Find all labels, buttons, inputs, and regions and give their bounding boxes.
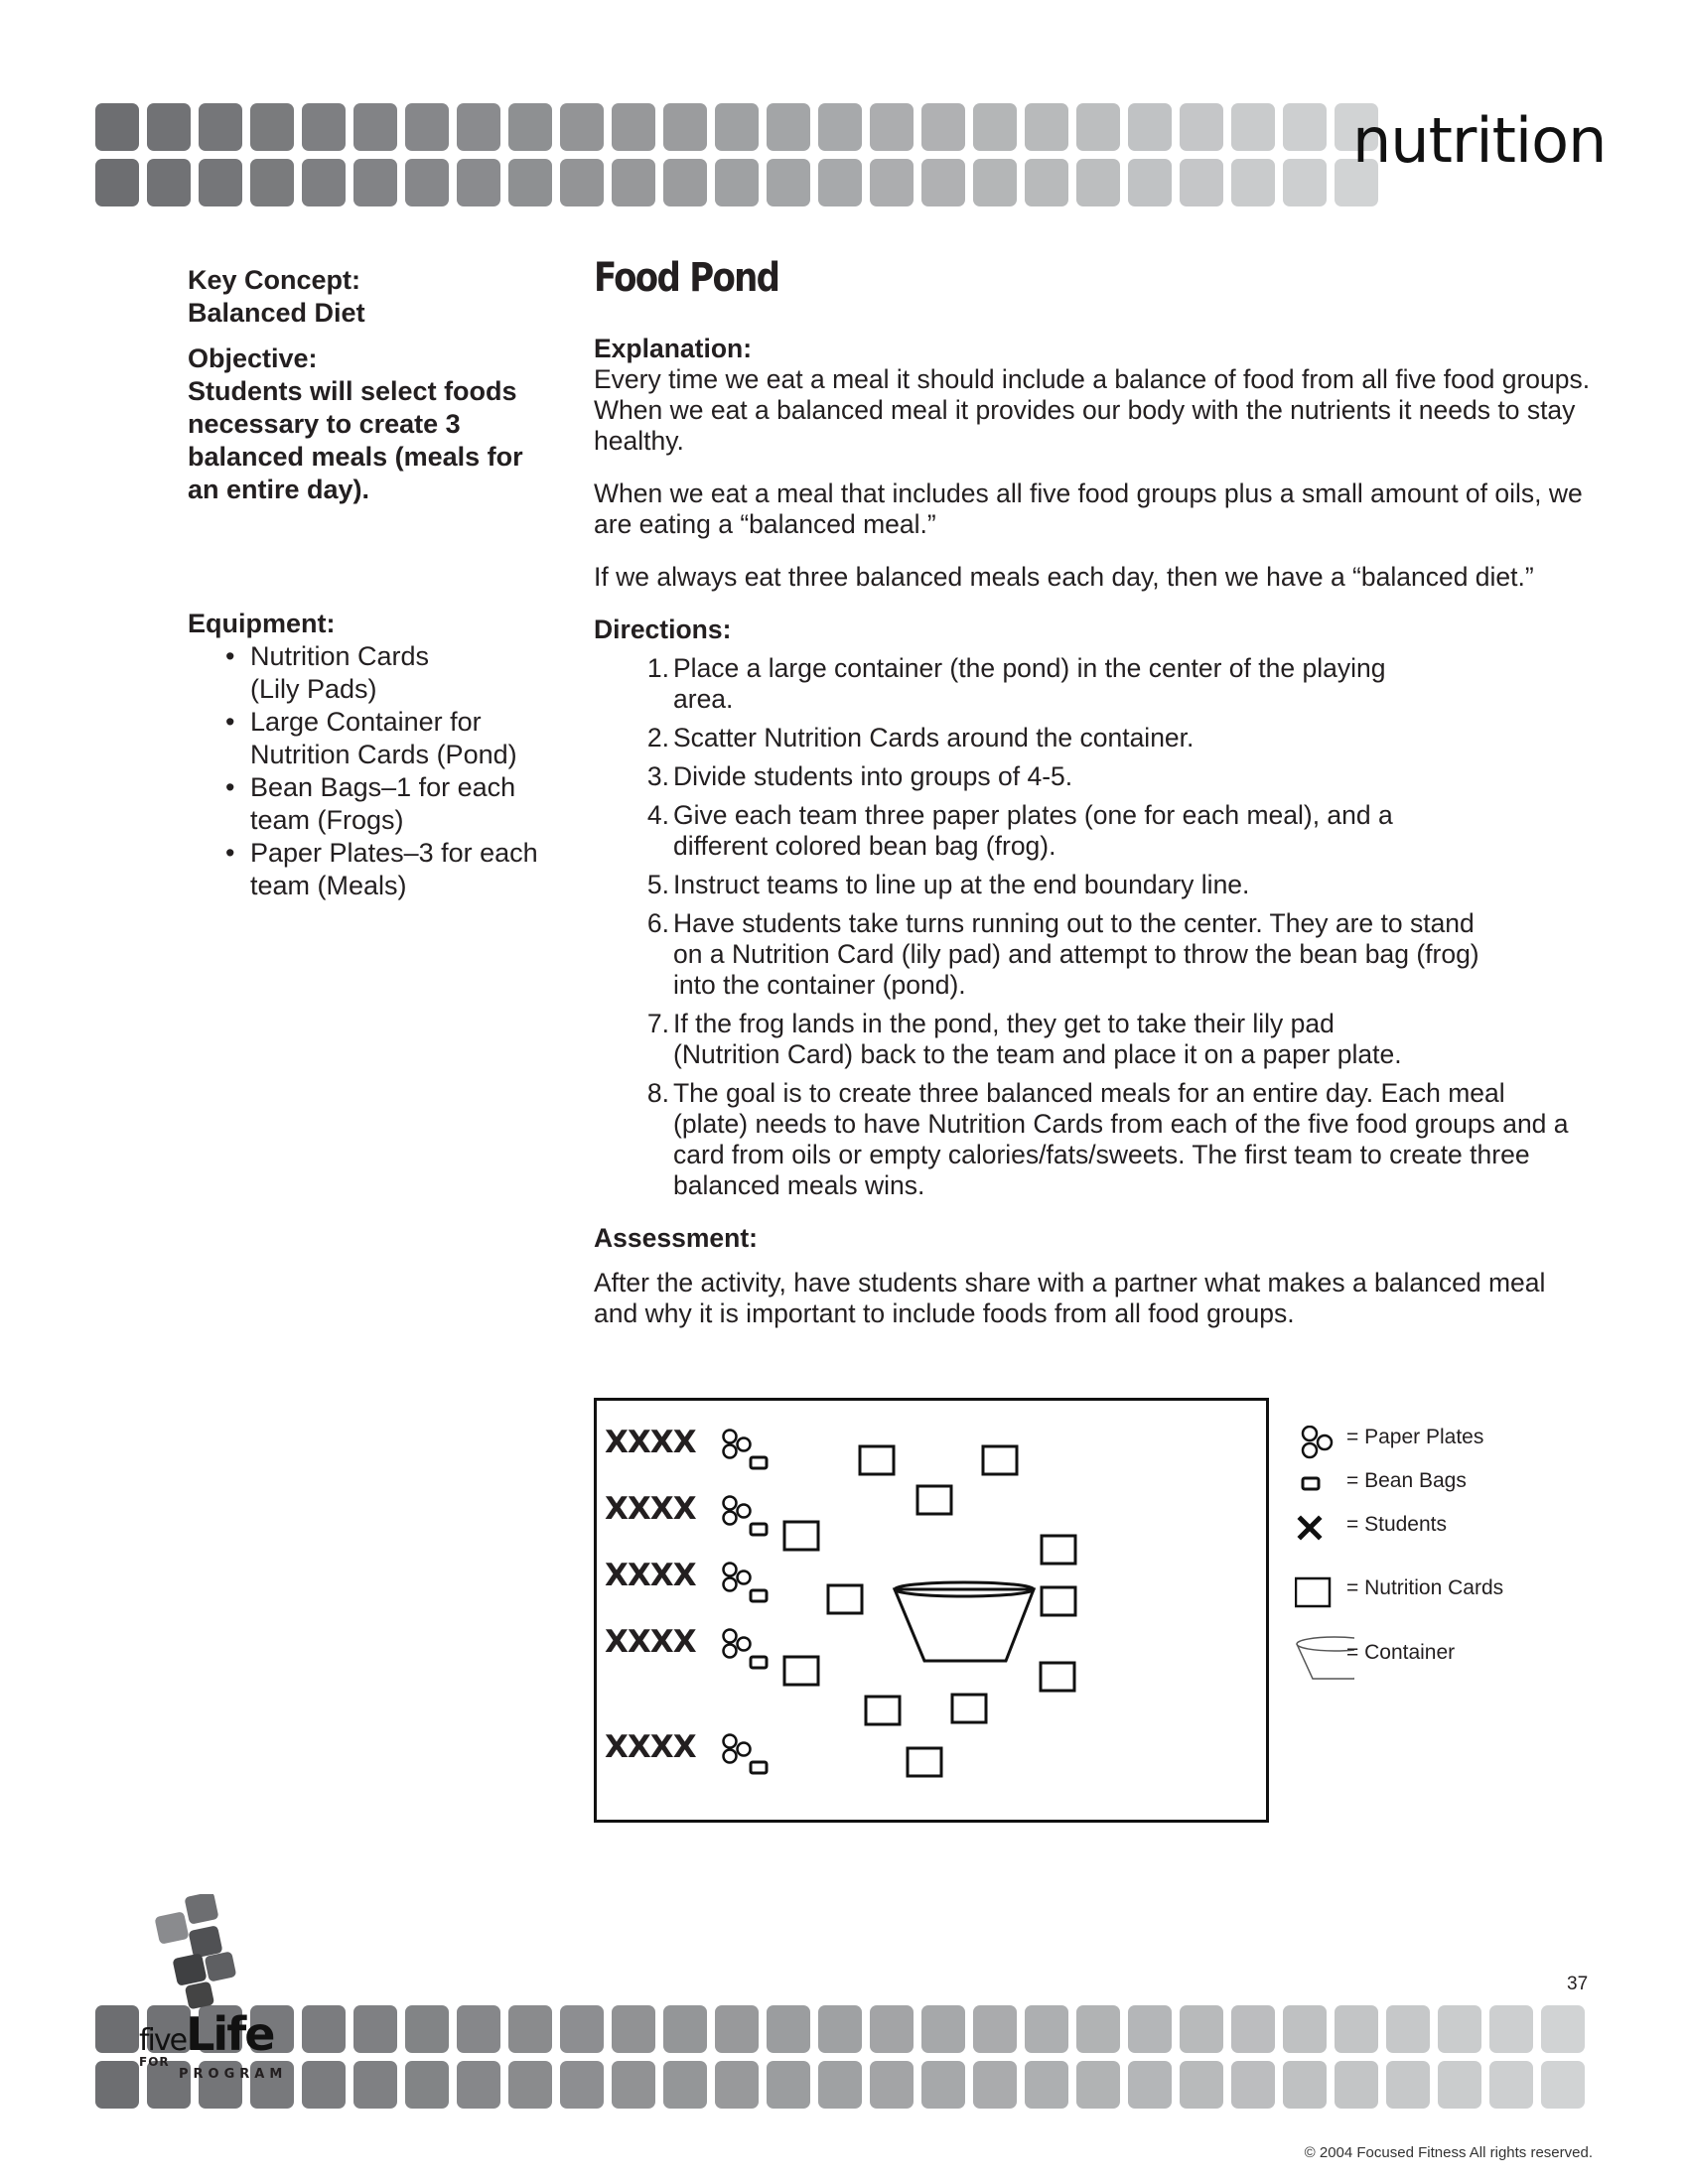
logo-subtext: FOR [139,2055,170,2069]
tile [560,159,604,206]
tile [353,103,397,151]
tile [1386,2005,1430,2053]
nutrition-card [1041,1663,1074,1691]
tile [1180,2005,1223,2053]
legend-container: = Container [1346,1641,1456,1664]
tile [147,159,191,206]
tile [1283,2061,1327,2109]
objective-label: Objective: [188,343,318,373]
tile [302,2005,346,2053]
legend-nutrition-cards: = Nutrition Cards [1346,1576,1504,1599]
diagram-drawing [597,1401,1266,1820]
tile [715,2061,759,2109]
equipment-item: • Large Container for Nutrition Cards (Pond) [188,706,565,771]
direction-step: 5. Instruct teams to line up at the end boundary line. [646,870,1250,899]
bean-bag [751,1762,767,1773]
tile [663,159,707,206]
assessment-label: Assessment: [594,1223,758,1253]
tile [1076,2061,1120,2109]
nutrition-card [952,1695,986,1722]
tile [973,2005,1017,2053]
bean-bag [751,1657,767,1668]
tile [457,2005,500,2053]
tile [1025,159,1068,206]
tile [1180,2061,1223,2109]
paper-plate [738,1438,751,1451]
key-concept-value: Balanced Diet [188,298,365,328]
tile [1231,103,1275,151]
tile [715,103,759,151]
directions-list [594,653,1597,1201]
team-students: XXXX [605,1425,696,1460]
tile [870,159,914,206]
tile [1128,159,1172,206]
legend-paper-plates: = Paper Plates [1346,1426,1484,1448]
tile [302,103,346,151]
key-concept-label: Key Concept: [188,265,361,295]
nutrition-card [1042,1587,1075,1615]
tile [1025,2005,1068,2053]
tile [818,159,862,206]
objective-text: Students will select foods necessary to create 3 balanced meals (meals for an entire day). [188,376,523,504]
logo-text: fiveLife [139,2007,274,2061]
tile [508,159,552,206]
tile [1231,2005,1275,2053]
tile [147,103,191,151]
tile [1335,2061,1378,2109]
tile [1128,2061,1172,2109]
team-students: XXXX [605,1624,696,1660]
tile [870,2005,914,2053]
paper-plate [724,1750,737,1763]
tile [457,159,500,206]
paper-plate [738,1638,751,1651]
tile [1489,2005,1533,2053]
tile [1128,103,1172,151]
tile [1541,2005,1585,2053]
copyright: © 2004 Focused Fitness All rights reserved. [1304,2144,1593,2161]
equipment-list [188,640,565,902]
direction-step: 2. Scatter Nutrition Cards around the container. [646,723,1195,752]
tile [612,2061,655,2109]
pond-container-icon [895,1589,1034,1661]
tile [405,2061,449,2109]
tile [1128,2005,1172,2053]
tile [560,103,604,151]
tile [560,2061,604,2109]
tile-row [95,103,1378,151]
tile [973,2061,1017,2109]
tile [95,159,139,206]
nutrition-card [866,1697,900,1724]
tile [353,2005,397,2053]
tile [560,2005,604,2053]
tile [1231,2061,1275,2109]
tile [353,2061,397,2109]
tile [767,103,810,151]
direction-step: 6. Have students take turns running out to the center. They are to stand on a Nutrition Card (lily pad) and attempt to throw the bean bag (frog) into the container (pond). [646,908,1479,1000]
tile [663,2005,707,2053]
tile-row [95,159,1378,206]
equipment-item: • Nutrition Cards (Lily Pads) [188,640,565,706]
tile [302,159,346,206]
direction-step: 7. If the frog lands in the pond, they get to take their lily pad (Nutrition Card) back to the team and place it on a paper plate. [646,1009,1402,1069]
tile [1180,159,1223,206]
nutrition-card [784,1522,818,1550]
tile [95,103,139,151]
logo-program: PROGRAM [179,2067,288,2082]
tile [1231,159,1275,206]
tile [715,2005,759,2053]
paper-plate [724,1445,737,1458]
legend-students: = Students [1346,1513,1447,1536]
tile [921,2005,965,2053]
tile [767,159,810,206]
paper-plate [724,1497,737,1510]
paper-plates-icon [1303,1427,1332,1457]
activity-title: Food Pond [594,255,779,301]
nutrition-card [908,1748,941,1776]
directions-label: Directions: [594,614,732,644]
bean-bag [751,1590,767,1601]
tile [508,2061,552,2109]
direction-step: 1. Place a large container (the pond) in the center of the playing area. [646,653,1386,714]
page-number: 37 [1567,1974,1589,1994]
tile [1386,2061,1430,2109]
tile [663,2061,707,2109]
nutrition-card-icon [1296,1578,1330,1606]
tile [973,103,1017,151]
team-students: XXXX [605,1491,696,1527]
assessment-text: After the activity, have students share with a partner what makes a balanced meal and why it is important to include foods from all food groups. [594,1268,1546,1328]
tile [612,159,655,206]
tile [1283,159,1327,206]
tile [1180,103,1223,151]
paper-plate [724,1512,737,1525]
paper-plate [724,1564,737,1576]
explanation-label: Explanation: [594,334,753,363]
bean-bag [751,1457,767,1468]
tile [250,103,294,151]
nutrition-card [860,1446,894,1474]
nutrition-card [828,1585,862,1613]
direction-step: 8. The goal is to create three balanced meals for an entire day. Each meal (plate) needs to have Nutrition Cards from each of the five food groups and a card from oils or empty calories/fats/sweets. The first team to create three balanced meals wins. [646,1078,1569,1200]
paper-plate [724,1431,737,1443]
paper-plate [738,1505,751,1518]
tile [870,103,914,151]
paper-plate [724,1645,737,1658]
explanation-paragraph: Every time we eat a meal it should include a balance of food from all five food groups. When we eat a balanced meal it provides our body with the nutrients it needs to stay healthy. [594,364,1591,456]
tile [1025,103,1068,151]
tile [973,159,1017,206]
tile [353,159,397,206]
tile [921,159,965,206]
paper-plate [738,1571,751,1584]
playing-field-diagram [594,1398,1269,1823]
tile [921,103,965,151]
tile [612,103,655,151]
tile [457,103,500,151]
tile [663,103,707,151]
tile [818,2005,862,2053]
tile [818,103,862,151]
tile [1283,2005,1327,2053]
explanation-paragraph: When we eat a meal that includes all five food groups plus a small amount of oils, we are eating a “balanced meal.” [594,478,1583,539]
team-students: XXXX [605,1729,696,1765]
tile [405,103,449,151]
direction-step: 3. Divide students into groups of 4-5. [646,761,1073,791]
tile [870,2061,914,2109]
direction-step: 4. Give each team three paper plates (one for each meal), and a different colored bean bag (frog). [646,800,1393,861]
tile [1541,2061,1585,2109]
legend-bean-bags: = Bean Bags [1346,1469,1467,1492]
nutrition-card [1042,1536,1075,1564]
tile [1025,2061,1068,2109]
tile [767,2005,810,2053]
paper-plate [738,1743,751,1756]
tile [921,2061,965,2109]
tile [612,2005,655,2053]
tile [1283,103,1327,151]
sidebar [188,264,565,902]
tile [405,159,449,206]
paper-plate [724,1578,737,1591]
nutrition-card [784,1657,818,1685]
equipment-item: • Bean Bags–1 for each team (Frogs) [188,771,565,837]
tile [405,2005,449,2053]
activity-content [594,254,1597,1329]
tile [457,2061,500,2109]
team-students: XXXX [605,1558,696,1593]
tile [199,159,242,206]
section-title: nutrition [1352,104,1607,177]
tile [715,159,759,206]
paper-plate [724,1735,737,1748]
five-for-life-logo [95,1894,294,2113]
equipment-item: • Paper Plates–3 for each team (Meals) [188,837,565,902]
tile-row [95,2005,1585,2053]
tile-row [95,2061,1585,2109]
tile [508,103,552,151]
tile [508,2005,552,2053]
bean-bag-icon [1303,1478,1319,1489]
tile [199,103,242,151]
paper-plate [724,1630,737,1643]
tile [818,2061,862,2109]
tile [302,2061,346,2109]
nutrition-card [917,1486,951,1514]
equipment-label: Equipment: [188,609,336,638]
tile [250,159,294,206]
tile [1438,2061,1481,2109]
bean-bag [751,1524,767,1535]
nutrition-card [983,1446,1017,1474]
tile [1335,2005,1378,2053]
tile [767,2061,810,2109]
explanation-paragraph: If we always eat three balanced meals each day, then we have a “balanced diet.” [594,562,1534,592]
tile [1489,2061,1533,2109]
tile [1076,2005,1120,2053]
student-x-icon [1301,1519,1319,1537]
tile [1076,159,1120,206]
tile [1076,103,1120,151]
tile [1438,2005,1481,2053]
